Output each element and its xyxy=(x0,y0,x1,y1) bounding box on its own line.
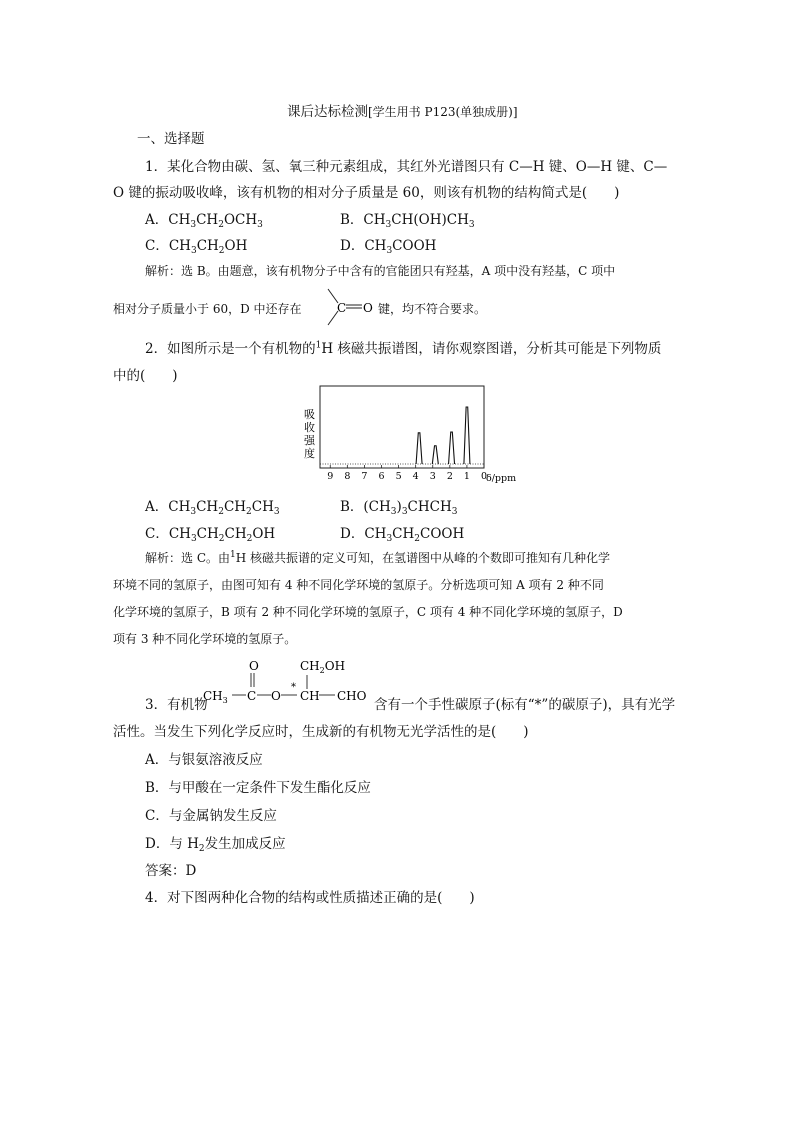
q2-analysis-line4: 项有 3 种不同化学环境的氢原子。 xyxy=(113,632,297,646)
nmr-peak xyxy=(464,407,470,464)
nmr-peak xyxy=(432,446,438,464)
svg-text:O: O xyxy=(249,659,259,673)
q3-option-b: B．与甲酸在一定条件下发生酯化反应 xyxy=(145,780,371,796)
q1-option-a: A．$CH_3CH_2OCH_3$ xyxy=(145,212,263,230)
q3-stem-post: 含有一个手性碳原子(标有“*”的碳原子)，具有光学 xyxy=(374,697,676,713)
q2-stem-line1: 2．如图所示是一个有机物的$^1$H 核磁共振谱图，请你观察图谱，分析其可能是下列物质 xyxy=(145,340,662,357)
q2-option-a: A．$CH_3CH_2CH_2CH_3$ xyxy=(145,499,280,517)
section-heading: 一、选择题 xyxy=(137,131,205,147)
nmr-frame xyxy=(320,386,484,468)
q3-stem-pre: 3．有机物 xyxy=(145,697,208,713)
nmr-tick-label: 6 xyxy=(378,471,385,482)
bond-c: C xyxy=(337,301,347,315)
nmr-peak xyxy=(449,432,455,464)
q1-analysis-line1: 解析：选 B。由题意，该有机物分子中含有的官能团只有羟基，A 项中没有羟基，C 项中 xyxy=(145,264,616,278)
nmr-tick-label: 4 xyxy=(412,471,419,482)
carbonyl-bond-diagram xyxy=(326,287,378,327)
nmr-ylabel-char: 强 xyxy=(304,434,315,447)
nmr-frame-box xyxy=(320,386,484,468)
q3-option-d: D．与 $H_2$发生加成反应 xyxy=(145,836,286,854)
q1-option-d: D．$CH_3COOH$ xyxy=(340,238,437,256)
nmr-tick-label: 3 xyxy=(429,471,436,482)
nmr-ylabel xyxy=(304,408,316,460)
q2-option-b: B．$(CH_3)_3CHCH_3$ xyxy=(340,499,458,517)
q2-analysis-line1: 解析：选 C。由$^1$H 核磁共振谱的定义可知，在氢谱图中从峰的个数即可推知有几种化学 xyxy=(145,550,611,565)
q2-analysis-line3: 化学环境的氢原子，B 项有 2 种不同化学环境的氢原子，C 项有 4 种不同化学环境的氢原子，D xyxy=(113,605,623,619)
svg-text:CHO: CHO xyxy=(337,689,367,703)
nmr-ylabel-char: 收 xyxy=(304,421,315,434)
q3-option-a: A．与银氨溶液反应 xyxy=(145,752,263,768)
svg-text:C: C xyxy=(247,689,257,703)
q2-analysis-line2: 环境不同的氢原子，由图可知有 4 种不同化学环境的氢原子。分析选项可知 A 项有 2 种不同 xyxy=(113,578,604,592)
nmr-tick-label: 7 xyxy=(361,471,368,482)
nmr-tick-label: 8 xyxy=(344,471,351,482)
nmr-trace xyxy=(320,407,484,464)
nmr-ylabel-char: 吸 xyxy=(304,408,315,421)
nmr-xlabel: δ/ppm xyxy=(486,473,517,484)
q3-answer: 答案：D xyxy=(145,863,197,879)
title-note: [学生用书 P123(单独成册)] xyxy=(368,105,518,119)
nmr-tick-label: 9 xyxy=(327,471,334,482)
svg-text:*: * xyxy=(291,682,296,693)
bond-o: O xyxy=(363,301,373,315)
nmr-tick-label: 5 xyxy=(395,471,402,482)
nmr-peak xyxy=(416,433,422,464)
q1-stem-line2: O 键的振动吸收峰，该有机物的相对分子质量是 60，则该有机物的结构简式是( ) xyxy=(113,185,620,201)
q1-option-c: C．$CH_3CH_2OH$ xyxy=(145,238,248,256)
nmr-ylabel-char: 度 xyxy=(304,447,315,460)
q1-option-b: B．$CH_3CH(OH)CH_3$ xyxy=(340,212,475,230)
svg-text:O: O xyxy=(271,689,281,703)
q1-stem-line1: 1．某化合物由碳、氢、氧三种元素组成，其红外光谱图只有 C—H 键、O—H 键、C— xyxy=(145,159,668,175)
q3-structure-formula xyxy=(203,656,375,708)
svg-text:CH: CH xyxy=(300,689,320,703)
q2-option-c: C．$CH_3CH_2CH_2OH$ xyxy=(145,526,276,544)
svg-text:CH3: $CH_3$ xyxy=(203,689,228,705)
q1-analysis-line2-post: 键，均不符合要求。 xyxy=(378,302,487,316)
nmr-tick-label: 2 xyxy=(446,471,453,482)
title-main: 课后达标检测 xyxy=(287,104,368,120)
q2-option-d: D．$CH_3CH_2COOH$ xyxy=(340,526,465,544)
q1-analysis-line2-pre: 相对分子质量小于 60，D 中还存在 xyxy=(113,302,302,316)
nmr-tick-label: 0 xyxy=(481,471,488,482)
q3-option-c: C．与金属钠发生反应 xyxy=(145,808,277,824)
q3-stem-line2: 活性。当发生下列化学反应时，生成新的有机物无光学活性的是( ) xyxy=(113,724,529,740)
nmr-spectrum-chart xyxy=(300,384,520,488)
q4-stem: 4．对下图两种化合物的结构或性质描述正确的是( ) xyxy=(145,890,475,906)
q2-stem-line2: 中的( ) xyxy=(113,368,178,384)
nmr-tick-label: 1 xyxy=(463,471,470,482)
svg-text:CH2OH: $CH_2OH$ xyxy=(300,659,346,675)
page-title xyxy=(287,100,518,120)
